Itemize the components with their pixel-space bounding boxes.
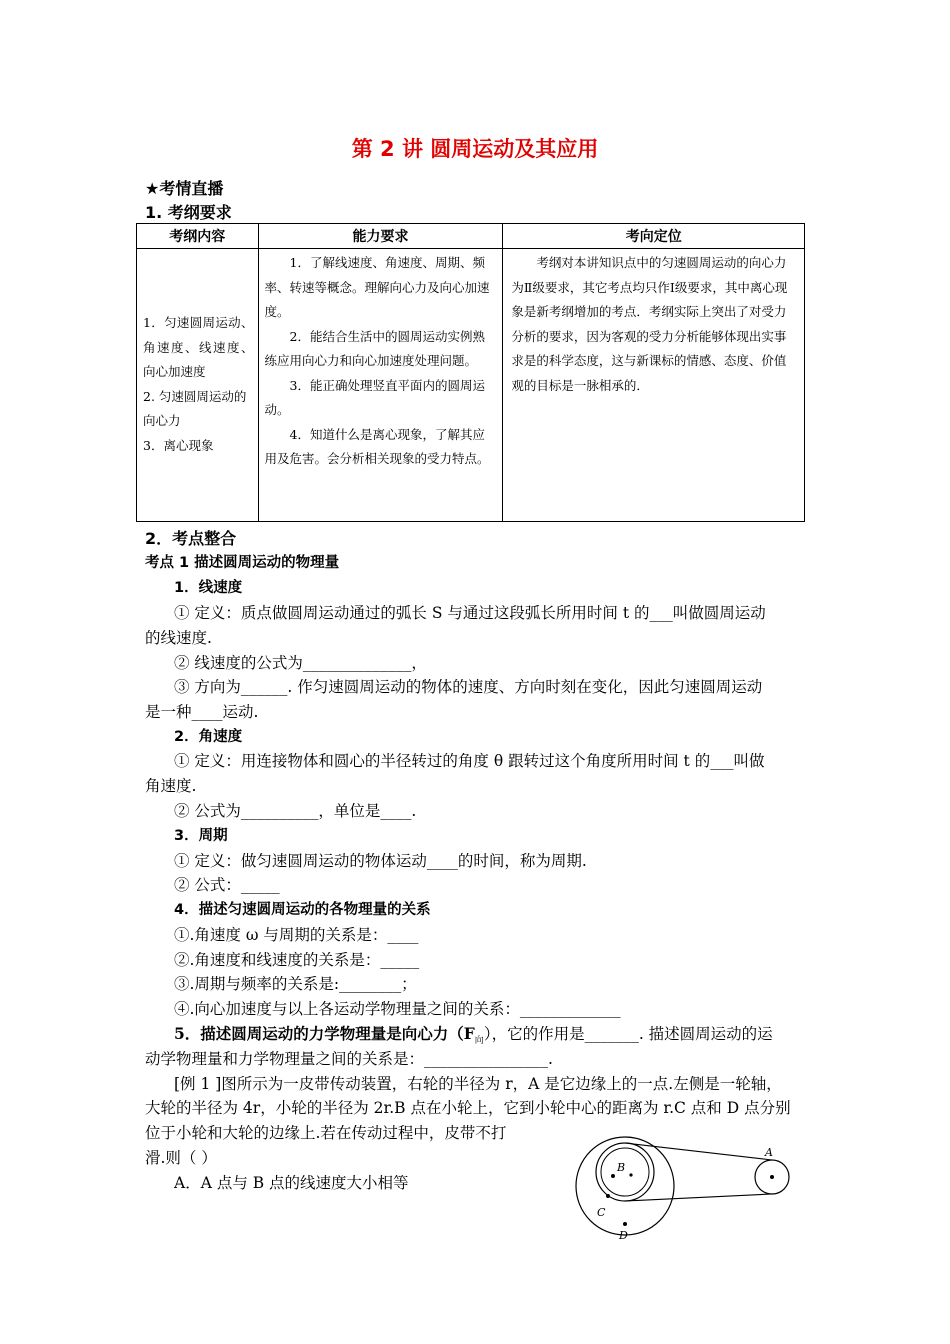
paragraph-line: ③ 方向为______. 作匀速圆周运动的物体的速度、方向时刻在变化，因此匀速圆周运动 xyxy=(174,678,763,696)
option-a: A．A 点与 B 点的线速度大小相等 xyxy=(174,1174,409,1192)
ability-cell xyxy=(258,249,503,522)
content-item: 2. 匀速圆周运动的向心力 xyxy=(143,388,247,428)
label-c: C xyxy=(597,1206,606,1219)
paragraph-line: ② 公式：_____ xyxy=(174,876,280,894)
s5-subscript: 向 xyxy=(474,1036,484,1047)
syllabus-table xyxy=(136,223,805,522)
point-b-dot xyxy=(611,1174,615,1178)
belt-top xyxy=(625,1143,772,1160)
point-d-dot xyxy=(623,1222,627,1226)
paragraph-line: 大轮的半径为 4r，小轮的半径为 2r.B 点在小轮上，它到小轮中心的距离为 r.C 点和 D 点分别 xyxy=(145,1099,791,1117)
point-a-dot xyxy=(770,1175,774,1179)
section-heading-zhenghe: 2．考点整合 xyxy=(145,529,237,548)
orientation-cell xyxy=(503,249,805,522)
section-heading-kaoqing: ★考情直播 xyxy=(145,179,224,198)
paragraph-line: ②.角速度和线速度的关系是：_____ xyxy=(174,951,420,969)
paragraph-line: 位于小轮和大轮的边缘上.若在传动过程中，皮带不打 xyxy=(145,1124,507,1142)
label-a: A xyxy=(765,1146,773,1159)
paragraph-line: ② 线速度的公式为______________， xyxy=(174,654,427,672)
subsection-title: 3．周期 xyxy=(174,828,228,844)
label-d: D xyxy=(619,1229,628,1242)
table-header: 考纲内容 xyxy=(137,224,259,249)
large-wheel xyxy=(576,1137,674,1235)
paragraph-line: ① 定义：用连接物体和圆心的半径转过的角度 θ 跟转过这个角度所用时间 t 的___叫做 xyxy=(174,752,765,770)
paragraph-line: 是一种____运动. xyxy=(145,703,259,721)
paragraph-line: 滑.则（ ） xyxy=(145,1149,217,1167)
ability-item: 1．了解线速度、角速度、周期、频率、转速等概念。理解向心力及向心加速度。 xyxy=(264,255,490,319)
subsection-title: 4．描述匀速圆周运动的各物理量的关系 xyxy=(174,902,431,918)
content-item: 3．离心现象 xyxy=(143,437,214,453)
ability-item: 2．能结合生活中的圆周运动实例熟练应用向心力和向心加速度处理问题。 xyxy=(264,328,485,368)
subsection-title: 2．角速度 xyxy=(174,729,243,745)
ability-item: 4．知道什么是离心现象，了解其应用及危害。会分析相关现象的受力特点。 xyxy=(264,426,490,466)
label-b: B xyxy=(617,1161,626,1174)
content-cell xyxy=(137,249,259,522)
point-c-dot xyxy=(606,1194,610,1198)
paragraph-line: 的线速度. xyxy=(145,629,212,647)
table-header-row xyxy=(137,224,805,249)
belt-bottom xyxy=(625,1194,772,1201)
paragraph-line: 动学物理量和力学物理量之间的关系是：________________. xyxy=(145,1050,553,1068)
paragraph-line: ①.角速度 ω 与周期的关系是：____ xyxy=(174,926,419,944)
subsection-title: 1．线速度 xyxy=(174,580,243,596)
paragraph-line: ① 定义：质点做圆周运动通过的弧长 S 与通过这段弧长所用时间 t 的___叫做圆周运动 xyxy=(174,604,766,622)
paragraph-line: ① 定义：做匀速圆周运动的物体运动____的时间，称为周期. xyxy=(174,852,587,870)
table-header: 考向定位 xyxy=(503,224,805,249)
content-item: 1．匀速圆周运动、角速度、线速度、向心加速度 xyxy=(143,315,254,379)
kaodian-heading: 考点 1 描述圆周运动的物理量 xyxy=(145,555,340,571)
paragraph-line: ② 公式为__________，单位是____. xyxy=(174,802,417,820)
paragraph-line: [例 1 ]图所示为一皮带传动装置，右轮的半径为 r，A 是它边缘上的一点.左侧是一轮轴， xyxy=(174,1075,782,1093)
page-title: 第 2 讲 圆周运动及其应用 xyxy=(351,137,599,161)
ability-item: 3．能正确处理竖直平面内的圆周运动。 xyxy=(264,377,485,417)
section-heading-kaogang: 1. 考纲要求 xyxy=(145,203,232,222)
paragraph-line: ③.周期与频率的关系是:________； xyxy=(174,975,417,993)
s5-rest: ），它的作用是_______. 描述圆周运动的运 xyxy=(483,1025,773,1043)
center-dot xyxy=(629,1173,632,1176)
table-header: 能力要求 xyxy=(258,224,503,249)
orientation-text: 考纲对本讲知识点中的匀速圆周运动的向心力为Ⅱ级要求，其它考点均只作Ⅰ级要求，其中离心现象是新考纲增加的考点．考纲实际上突出了对受力分析的要求，因为客观的受力分析能够体现出实事求是的科学态度，这与新课标的情感、态度、价值观的目标是一脉相承的． xyxy=(511,255,788,393)
table-row xyxy=(137,249,805,522)
belt-drive-figure xyxy=(565,1126,805,1246)
paragraph-line: 角速度. xyxy=(145,777,197,795)
s5-lead: 5．描述圆周运动的力学物理量是向心力（F xyxy=(174,1024,475,1043)
paragraph-line: ④.向心加速度与以上各运动学物理量之间的关系：_____________ xyxy=(174,1000,621,1018)
